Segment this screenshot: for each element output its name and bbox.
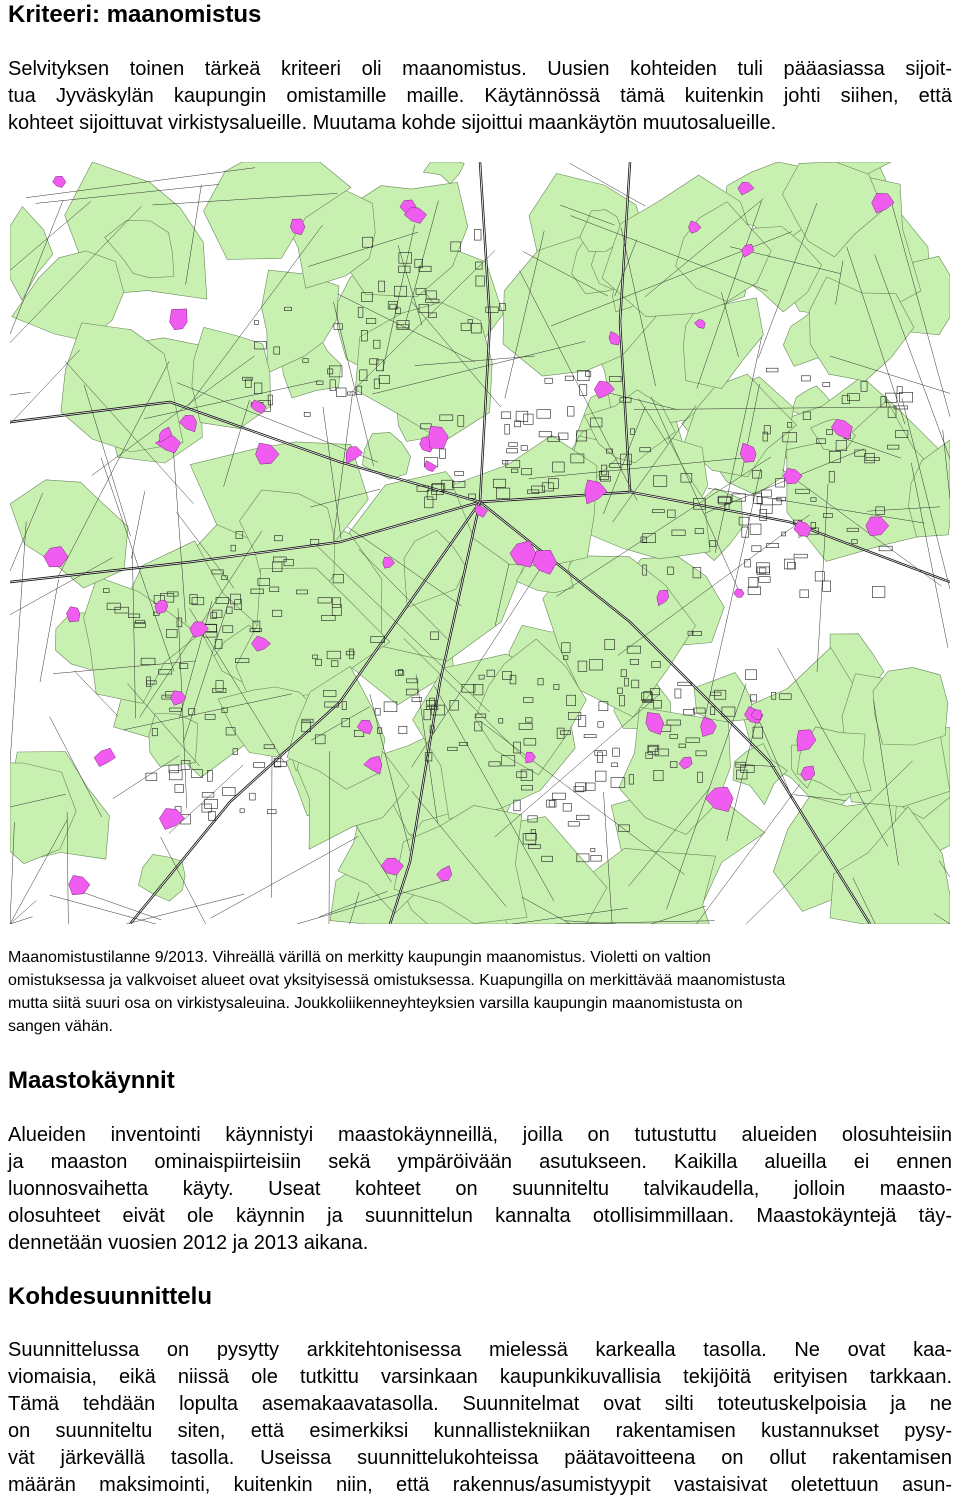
land-ownership-map bbox=[10, 162, 950, 924]
text-line: Selvityksen toinen tärkeä kriteeri oli maanomistus. Uusien kohteiden tuli pääasiassa sijoit- bbox=[8, 58, 952, 80]
text-line: Tämä tehdään lopulta asemakaavatasolla. Suunnitelmat ovat silti toteutuskelpoisia ja ne bbox=[8, 1393, 952, 1415]
text-line: kohteet sijoittuvat virkistysalueille. Muutama kohde sijoittui maankäytön muutosalueille. bbox=[8, 112, 777, 134]
paragraph-kohdesuunnittelu bbox=[8, 1337, 952, 1499]
section-heading-kohdesuunnittelu: Kohdesuunnittelu bbox=[8, 1283, 212, 1310]
caption-line: sangen vähän. bbox=[8, 1018, 113, 1035]
text-line: dennetään vuosien 2012 ja 2013 aikana. bbox=[8, 1232, 369, 1254]
text-line: luonnosvaihetta käyty. Useat kohteet on suunniteltu talvikaudella, jolloin maasto- bbox=[8, 1178, 952, 1200]
paragraph-maanomistus bbox=[8, 56, 952, 137]
section-heading-maanomistus: Kriteeri: maanomistus bbox=[8, 1, 262, 28]
paragraph-maastokaynnit bbox=[8, 1122, 952, 1257]
map-caption bbox=[8, 946, 952, 1038]
city-land-area bbox=[873, 667, 948, 745]
caption-line: omistuksessa ja valkvoiset alueet ovat yksityisessä omistuksessa. Kuapungilla on merkittävää maanomistusta bbox=[8, 972, 786, 989]
text-line: ja maaston ominaispiirteisiin sekä ympäröivään asutukseen. Kaikilla alueilla ei ennen bbox=[8, 1151, 952, 1173]
text-line: määrän maksimointi, kuitenkin niin, että rakennus/asumistyypit vastaisivat oletettuun asun- bbox=[8, 1474, 952, 1496]
text-line: Suunnittelussa on pysytty arkkitehtonisessa mielessä karkealla tasolla. Ne ovat kaa- bbox=[8, 1339, 952, 1361]
section-heading-maastokaynnit: Maastokäynnit bbox=[8, 1067, 175, 1094]
text-line: vät järkevällä tasolla. Useissa suunnittelukohteissa päätavoitteena on ollut rakentamisen bbox=[8, 1447, 952, 1469]
text-line: tua Jyväskylän kaupungin omistamille maille. Käytännössä tämä kuitenkin johti siihen, että bbox=[8, 85, 952, 107]
text-line: on suunniteltu siten, että esimerkiksi kunnallistekniikan rakentamisen kustannukset pysy- bbox=[8, 1420, 952, 1442]
text-line: viomaisia, eikä niissä ole tutkittu varsinkaan kaupunkikuvallisia tekijöitä erityisen tarkkaan. bbox=[8, 1366, 952, 1388]
caption-line: mutta siitä suuri osa on virkistysaleuina. Joukkoliikenneyhteyksien varsilla kaupungin maanomistusta on bbox=[8, 995, 743, 1012]
caption-line: Maanomistustilanne 9/2013. Vihreällä värillä on merkitty kaupungin maanomistus. Violetti on valtion bbox=[8, 949, 711, 966]
text-line: olosuhteet eivät ole käynnin ja suunnittelun kannalta otollisimmillaan. Maastokäyntejä täy- bbox=[8, 1205, 952, 1227]
text-line: Alueiden inventointi käynnistyi maastokäynneillä, joilla on tutustuttu alueiden olosuhteisiin bbox=[8, 1124, 952, 1146]
